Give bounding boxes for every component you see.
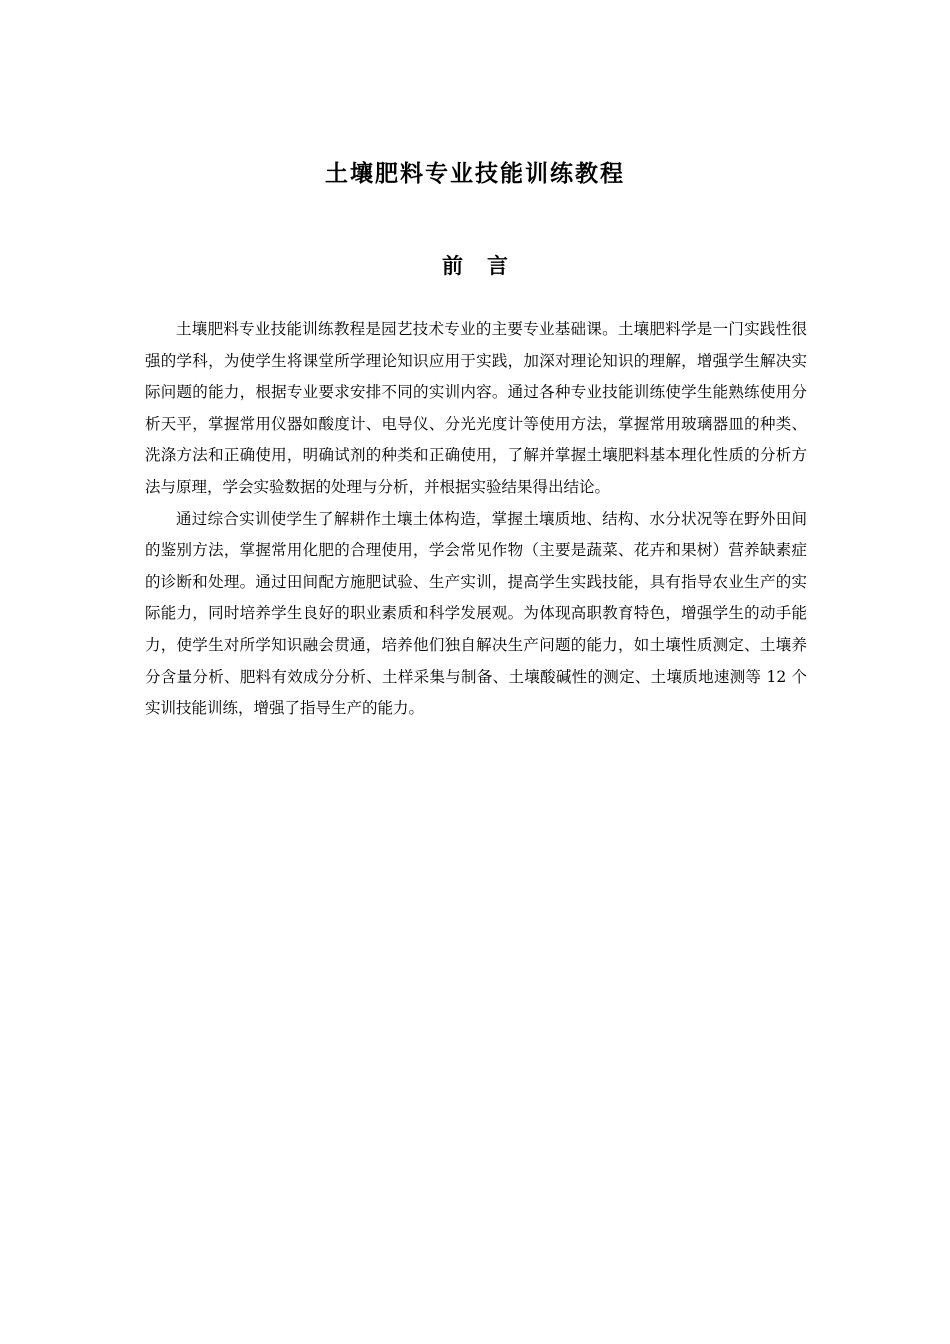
section-heading-preface: 前言 — [442, 253, 532, 278]
document-title: 土壤肥料专业技能训练教程 — [325, 160, 625, 187]
preface-body — [145, 314, 807, 725]
preface-paragraph-2: 通过综合实训使学生了解耕作土壤土体构造，掌握土壤质地、结构、水分状况等在野外田间的鉴别方法，掌握常用化肥的合理使用，学会常见作物（主要是蔬菜、花卉和果树）营养缺素症的诊断和处理。通过田间配方施肥试验、生产实训，提高学生实践技能，具有指导农业生产的实际能力，同时培养学生良好的职业素质和科学发展观。为体现高职教育特色，增强学生的动手能力，使学生对所学知识融会贯通，培养他们独自解决生产问题的能力，如土壤性质测定、土壤养分含量分析、肥料有效成分分析、土样采集与制备、土壤酸碱性的测定、土壤质地速测等 12 个实训技能训练，增强了指导生产的能力。 — [145, 509, 807, 718]
preface-paragraph-1: 土壤肥料专业技能训练教程是园艺技术专业的主要专业基础课。土壤肥料学是一门实践性很强的学科，为使学生将课堂所学理论知识应用于实践，加深对理论知识的理解，增强学生解决实际问题的能力，根据专业要求安排不同的实训内容。通过各种专业技能训练使学生能熟练使用分析天平，掌握常用仪器如酸度计、电导仪、分光光度计等使用方法，掌握常用玻璃器皿的种类、洗涤方法和正确使用，明确试剂的种类和正确使用，了解并掌握土壤肥料基本理化性质的分析方法与原理，学会实验数据的处理与分析，并根据实验结果得出结论。 — [145, 320, 807, 496]
